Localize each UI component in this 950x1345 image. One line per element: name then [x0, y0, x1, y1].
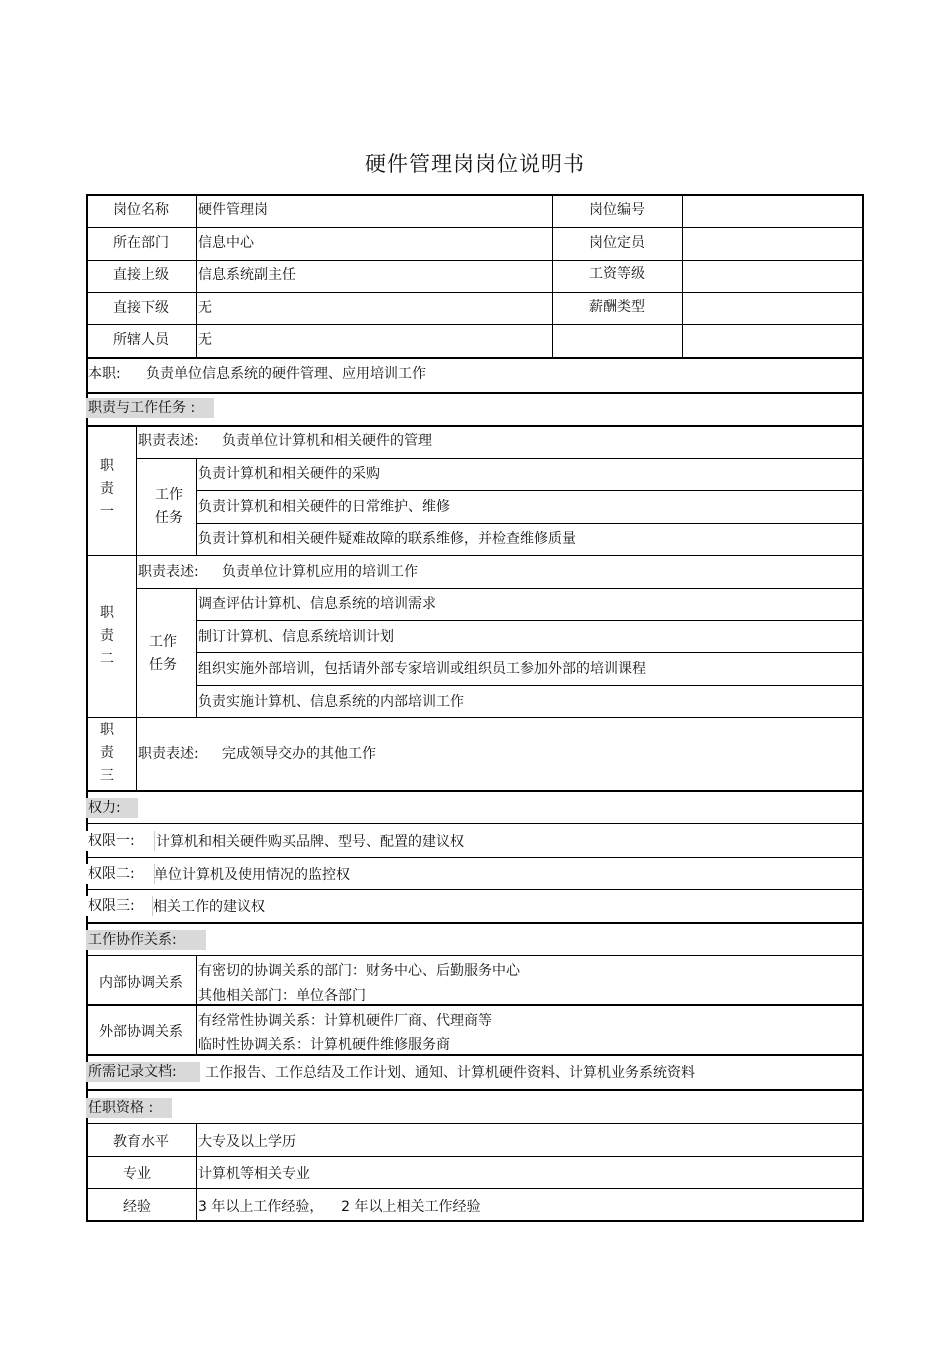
superior-value: 信息系统副主任 [198, 267, 296, 283]
external-relations-line-1: 有经常性协调关系：计算机硬件厂商、代理商等 [198, 1013, 492, 1029]
resp1-desc-label: 职责表述: [138, 433, 199, 449]
major-label: 专业 [123, 1166, 151, 1182]
experience-label: 经验 [123, 1199, 151, 1215]
position-name-value: 硬件管理岗 [198, 202, 268, 218]
external-relations-line-2: 临时性协调关系：计算机硬件维修服务商 [198, 1037, 450, 1053]
resp2-side-label: 职 责 二 [100, 605, 114, 667]
power-1-text: 计算机和相关硬件购买品牌、型号、配置的建议权 [156, 834, 464, 850]
experience-value: 3 年以上工作经验， 2 年以上相关工作经验 [198, 1199, 481, 1215]
resp2-task-1: 调查评估计算机、信息系统的培训需求 [198, 596, 436, 612]
resp2-desc: 负责单位计算机应用的培训工作 [222, 564, 418, 580]
superior-label: 直接上级 [113, 267, 169, 283]
power-1-label: 权限一: [86, 831, 155, 851]
duty-label: 本职: [88, 366, 121, 382]
duty-text: 负责单位信息系统的硬件管理、应用培训工作 [146, 366, 426, 382]
headcount-label: 岗位定员 [589, 235, 645, 251]
department-label: 所在部门 [113, 235, 169, 251]
resp1-side-label: 职 责 一 [100, 458, 114, 520]
resp1-task-2: 负责计算机和相关硬件的日常维护、维修 [198, 499, 450, 515]
power-header: 权力: [86, 798, 138, 818]
resp2-task-3: 组织实施外部培训，包括请外部专家培训或组织员工参加外部的培训课程 [198, 661, 646, 677]
resp1-task-3: 负责计算机和相关硬件疑难故障的联系维修，并检查维修质量 [198, 531, 576, 547]
education-value: 大专及以上学历 [198, 1134, 296, 1150]
position-name-label: 岗位名称 [113, 202, 169, 218]
salary-grade-label: 工资等级 [589, 266, 645, 282]
subordinate-label: 直接下级 [113, 300, 169, 316]
internal-relations-line-2: 其他相关部门：单位各部门 [198, 988, 366, 1004]
power-2-label: 权限二: [86, 864, 155, 884]
staff-label: 所辖人员 [113, 332, 169, 348]
resp2-task-4: 负责实施计算机、信息系统的内部培训工作 [198, 694, 464, 710]
subordinate-value: 无 [198, 300, 212, 316]
external-relations-label: 外部协调关系 [99, 1024, 183, 1040]
records-label: 所需记录文档: [86, 1062, 200, 1082]
major-value: 计算机等相关专业 [198, 1166, 310, 1182]
position-code-label: 岗位编号 [589, 202, 645, 218]
resp1-task-label: 工作 任务 [155, 487, 183, 526]
resp2-desc-label: 职责表述: [138, 564, 199, 580]
department-value: 信息中心 [198, 235, 254, 251]
power-2-text: 单位计算机及使用情况的监控权 [154, 867, 350, 883]
pay-type-label: 薪酬类型 [589, 299, 645, 315]
resp3-desc-label: 职责表述: [138, 746, 199, 762]
resp2-task-label: 工作 任务 [149, 634, 177, 673]
resp3-desc: 完成领导交办的其他工作 [222, 746, 376, 762]
education-label: 教育水平 [113, 1134, 169, 1150]
power-3-label: 权限三: [86, 896, 153, 916]
document-title: 硬件管理岗岗位说明书 [365, 152, 585, 176]
power-3-text: 相关工作的建议权 [153, 899, 265, 915]
resp3-side-label: 职 责 三 [100, 722, 114, 784]
resp2-task-2: 制订计算机、信息系统培训计划 [198, 629, 394, 645]
qualification-header: 任职资格 : [86, 1098, 172, 1118]
tasks-header: 职责与工作任务 : [86, 398, 214, 418]
resp1-task-1: 负责计算机和相关硬件的采购 [198, 466, 380, 482]
staff-value: 无 [198, 332, 212, 348]
relations-header: 工作协作关系: [86, 930, 206, 950]
internal-relations-label: 内部协调关系 [99, 975, 183, 991]
records-text: 工作报告、工作总结及工作计划、通知、计算机硬件资料、计算机业务系统资料 [205, 1065, 695, 1081]
resp1-desc: 负责单位计算机和相关硬件的管理 [222, 433, 432, 449]
internal-relations-line-1: 有密切的协调关系的部门：财务中心、后勤服务中心 [198, 963, 520, 979]
